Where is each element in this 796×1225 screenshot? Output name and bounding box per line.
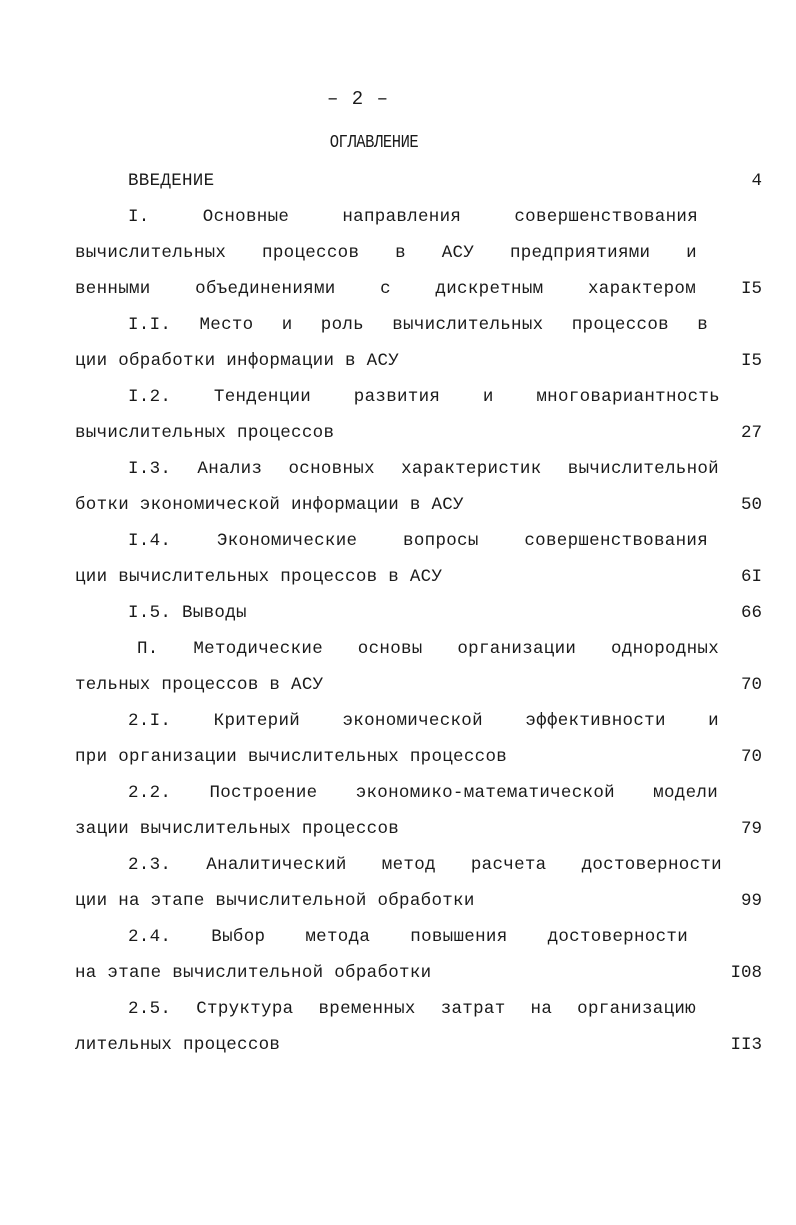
toc-entry-line: П. Методические основы организации однородных xyxy=(137,639,719,659)
toc-entry-line: I.5. Выводы xyxy=(128,603,247,623)
toc-entry-line: ции обработки информации в АСУ xyxy=(75,351,400,371)
toc-entry-line: 2.I. Критерий экономической эффективности и xyxy=(128,711,719,731)
toc-entry-line: лительных процессов xyxy=(75,1035,281,1055)
toc-page-number: 66 xyxy=(740,603,762,623)
toc-entry-line: I.4. Экономические вопросы совершенствования xyxy=(128,531,708,551)
toc-entry-line: при организации вычислительных процессов xyxy=(75,747,508,767)
toc-entry-line: венными объединениями с дискретным характером xyxy=(75,279,696,299)
toc-page-number: 70 xyxy=(740,675,762,695)
toc-title: ОГЛАВЛЕНИЕ xyxy=(329,133,419,153)
toc-entry-line: ВВЕДЕНИЕ xyxy=(128,171,215,191)
toc-page-number: 70 xyxy=(740,747,762,767)
toc-entry-line: I.3. Анализ основных характеристик вычислительной xyxy=(128,459,719,479)
toc-page-number: 99 xyxy=(740,891,762,911)
toc-page-number: I5 xyxy=(740,351,762,371)
toc-page-number: 50 xyxy=(740,495,762,515)
toc-entry-line: ции вычислительных процессов в АСУ xyxy=(75,567,443,587)
toc-entry-line: I.I. Место и роль вычислительных процессов в xyxy=(128,315,708,335)
toc-entry-line: ции на этапе вычислительной обработки xyxy=(75,891,475,911)
toc-entry-line: I.2. Тенденции развития и многовариантность xyxy=(128,387,720,407)
toc-entry-line: зации вычислительных процессов xyxy=(75,819,400,839)
toc-entry-line: 2.4. Выбор метода повышения достоверности xyxy=(128,927,688,947)
toc-page-number: 6I xyxy=(740,567,762,587)
toc-entry-line: вычислительных процессов xyxy=(75,423,335,443)
toc-page-number: II3 xyxy=(730,1035,762,1055)
toc-entry-line: 2.5. Структура временных затрат на организацию xyxy=(128,999,696,1019)
toc-entry-line: I. Основные направления совершенствования xyxy=(128,207,698,227)
toc-page-number: 27 xyxy=(740,423,762,443)
toc-page-number: 4 xyxy=(751,171,762,191)
toc-entry-line: ботки экономической информации в АСУ xyxy=(75,495,464,515)
toc-entry-line: 2.3. Аналитический метод расчета достоверности xyxy=(128,855,722,875)
toc-page-number: I5 xyxy=(740,279,762,299)
toc-entry-line: 2.2. Построение экономико-математической модели xyxy=(128,783,718,803)
toc-entry-line: вычислительных процессов в АСУ предприятиями и xyxy=(75,243,697,263)
toc-page-number: 79 xyxy=(740,819,762,839)
page-number: – 2 – xyxy=(326,88,389,110)
toc-entry-line: тельных процессов в АСУ xyxy=(75,675,324,695)
toc-page-number: I08 xyxy=(730,963,762,983)
toc-entry-line: на этапе вычислительной обработки xyxy=(75,963,432,983)
